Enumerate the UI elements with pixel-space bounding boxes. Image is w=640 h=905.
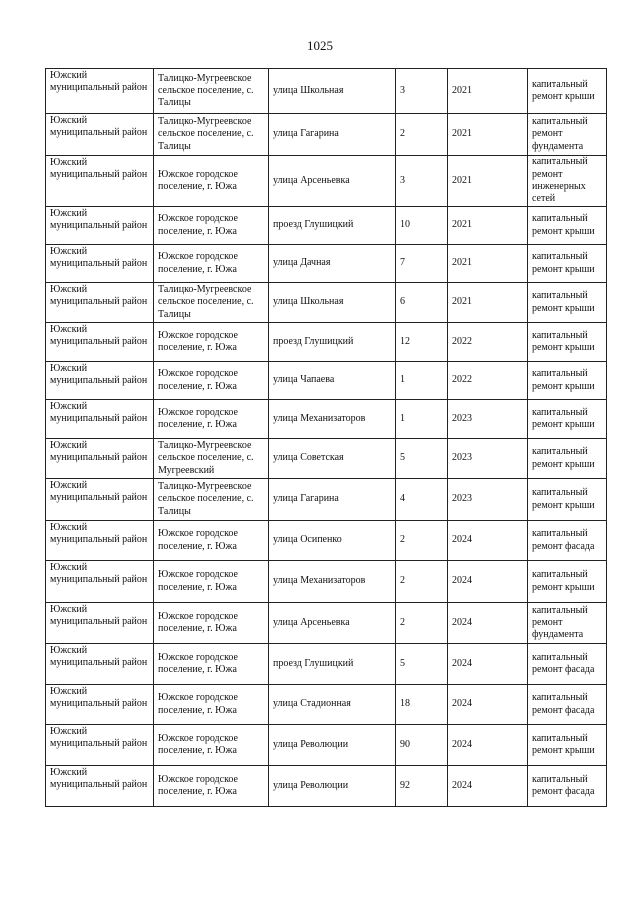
district-cell: Южский муниципальный район (46, 207, 154, 245)
year-cell: 2021 (448, 114, 528, 156)
repair-type-cell: капитальный ремонт крыши (528, 400, 607, 439)
year-cell: 2021 (448, 283, 528, 323)
district-cell: Южский муниципальный район (46, 400, 154, 439)
district-cell: Южский муниципальный район (46, 644, 154, 685)
repair-type-cell: капитальный ремонт фасада (528, 521, 607, 561)
district-cell: Южский муниципальный район (46, 725, 154, 766)
repair-type-cell: капитальный ремонт крыши (528, 283, 607, 323)
district-cell: Южский муниципальный район (46, 685, 154, 725)
table-row (46, 245, 607, 283)
settlement-cell: Южское городское поселение, г. Южа (154, 644, 269, 685)
table-row (46, 207, 607, 245)
year-cell: 2021 (448, 245, 528, 283)
settlement-cell: Южское городское поселение, г. Южа (154, 561, 269, 603)
page-number: 1025 (307, 38, 333, 53)
settlement-cell: Южское городское поселение, г. Южа (154, 207, 269, 245)
settlement-cell: Талицко-Мугреевское сельское поселение, с. Талицы (154, 283, 269, 323)
year-cell: 2024 (448, 685, 528, 725)
table-row (46, 362, 607, 400)
street-cell: улица Революции (269, 766, 396, 807)
settlement-cell: Талицко-Мугреевское сельское поселение, с. Талицы (154, 479, 269, 521)
table-row (46, 521, 607, 561)
table-row (46, 156, 607, 207)
house-number-cell: 2 (396, 603, 448, 644)
repair-type-cell: капитальный ремонт крыши (528, 725, 607, 766)
house-number-cell: 12 (396, 323, 448, 362)
street-cell: улица Гагарина (269, 114, 396, 156)
settlement-cell: Южское городское поселение, г. Южа (154, 725, 269, 766)
table-row (46, 400, 607, 439)
district-cell: Южский муниципальный район (46, 603, 154, 644)
year-cell: 2024 (448, 644, 528, 685)
district-cell: Южский муниципальный район (46, 283, 154, 323)
housing-repair-table (45, 68, 607, 807)
street-cell: улица Арсеньевка (269, 603, 396, 644)
district-cell: Южский муниципальный район (46, 479, 154, 521)
street-cell: улица Механизаторов (269, 400, 396, 439)
repair-type-cell: капитальный ремонт крыши (528, 207, 607, 245)
house-number-cell: 3 (396, 156, 448, 207)
house-number-cell: 90 (396, 725, 448, 766)
repair-type-cell: капитальный ремонт крыши (528, 362, 607, 400)
repair-type-cell: капитальный ремонт крыши (528, 245, 607, 283)
street-cell: улица Гагарина (269, 479, 396, 521)
settlement-cell: Талицко-Мугреевское сельское поселение, с. Талицы (154, 114, 269, 156)
street-cell: проезд Глушицкий (269, 323, 396, 362)
repair-type-cell: капитальный ремонт фасада (528, 766, 607, 807)
table-row (46, 479, 607, 521)
district-cell: Южский муниципальный район (46, 323, 154, 362)
house-number-cell: 2 (396, 114, 448, 156)
settlement-cell: Южское городское поселение, г. Южа (154, 766, 269, 807)
district-cell: Южский муниципальный район (46, 362, 154, 400)
repair-type-cell: капитальный ремонт фундамента (528, 114, 607, 156)
street-cell: проезд Глушицкий (269, 644, 396, 685)
year-cell: 2022 (448, 323, 528, 362)
house-number-cell: 2 (396, 561, 448, 603)
street-cell: проезд Глушицкий (269, 207, 396, 245)
year-cell: 2023 (448, 439, 528, 479)
table-row (46, 766, 607, 807)
table-row (46, 603, 607, 644)
year-cell: 2022 (448, 362, 528, 400)
street-cell: улица Стадионная (269, 685, 396, 725)
table-row (46, 283, 607, 323)
house-number-cell: 4 (396, 479, 448, 521)
street-cell: улица Дачная (269, 245, 396, 283)
settlement-cell: Южское городское поселение, г. Южа (154, 362, 269, 400)
table-row (46, 114, 607, 156)
table-row (46, 725, 607, 766)
house-number-cell: 7 (396, 245, 448, 283)
year-cell: 2021 (448, 156, 528, 207)
house-number-cell: 18 (396, 685, 448, 725)
repair-type-cell: капитальный ремонт фундамента (528, 603, 607, 644)
district-cell: Южский муниципальный район (46, 439, 154, 479)
house-number-cell: 5 (396, 439, 448, 479)
district-cell: Южский муниципальный район (46, 561, 154, 603)
repair-type-cell: капитальный ремонт крыши (528, 69, 607, 114)
street-cell: улица Арсеньевка (269, 156, 396, 207)
street-cell: улица Школьная (269, 283, 396, 323)
repair-type-cell: капитальный ремонт крыши (528, 479, 607, 521)
street-cell: улица Советская (269, 439, 396, 479)
year-cell: 2024 (448, 521, 528, 561)
house-number-cell: 1 (396, 362, 448, 400)
district-cell: Южский муниципальный район (46, 156, 154, 207)
year-cell: 2024 (448, 603, 528, 644)
settlement-cell: Южское городское поселение, г. Южа (154, 521, 269, 561)
house-number-cell: 6 (396, 283, 448, 323)
district-cell: Южский муниципальный район (46, 245, 154, 283)
year-cell: 2023 (448, 400, 528, 439)
district-cell: Южский муниципальный район (46, 69, 154, 114)
year-cell: 2021 (448, 207, 528, 245)
repair-type-cell: капитальный ремонт крыши (528, 561, 607, 603)
settlement-cell: Южское городское поселение, г. Южа (154, 323, 269, 362)
street-cell: улица Осипенко (269, 521, 396, 561)
year-cell: 2024 (448, 725, 528, 766)
repair-type-cell: капитальный ремонт инженерных сетей (528, 156, 607, 207)
year-cell: 2023 (448, 479, 528, 521)
table-row (46, 439, 607, 479)
repair-type-cell: капитальный ремонт крыши (528, 323, 607, 362)
settlement-cell: Талицко-Мугреевское сельское поселение, с. Талицы (154, 69, 269, 114)
settlement-cell: Южское городское поселение, г. Южа (154, 685, 269, 725)
house-number-cell: 92 (396, 766, 448, 807)
table-row (46, 69, 607, 114)
street-cell: улица Школьная (269, 69, 396, 114)
district-cell: Южский муниципальный район (46, 114, 154, 156)
year-cell: 2024 (448, 561, 528, 603)
house-number-cell: 10 (396, 207, 448, 245)
repair-type-cell: капитальный ремонт фасада (528, 685, 607, 725)
street-cell: улица Механизаторов (269, 561, 396, 603)
house-number-cell: 3 (396, 69, 448, 114)
settlement-cell: Талицко-Мугреевское сельское поселение, с. Мугреевский (154, 439, 269, 479)
settlement-cell: Южское городское поселение, г. Южа (154, 603, 269, 644)
year-cell: 2024 (448, 766, 528, 807)
table-row (46, 644, 607, 685)
settlement-cell: Южское городское поселение, г. Южа (154, 245, 269, 283)
house-number-cell: 5 (396, 644, 448, 685)
house-number-cell: 2 (396, 521, 448, 561)
house-number-cell: 1 (396, 400, 448, 439)
street-cell: улица Чапаева (269, 362, 396, 400)
district-cell: Южский муниципальный район (46, 766, 154, 807)
table-row (46, 323, 607, 362)
table-row (46, 561, 607, 603)
street-cell: улица Революции (269, 725, 396, 766)
settlement-cell: Южское городское поселение, г. Южа (154, 400, 269, 439)
year-cell: 2021 (448, 69, 528, 114)
district-cell: Южский муниципальный район (46, 521, 154, 561)
repair-type-cell: капитальный ремонт крыши (528, 439, 607, 479)
settlement-cell: Южское городское поселение, г. Южа (154, 156, 269, 207)
repair-type-cell: капитальный ремонт фасада (528, 644, 607, 685)
table-row (46, 685, 607, 725)
